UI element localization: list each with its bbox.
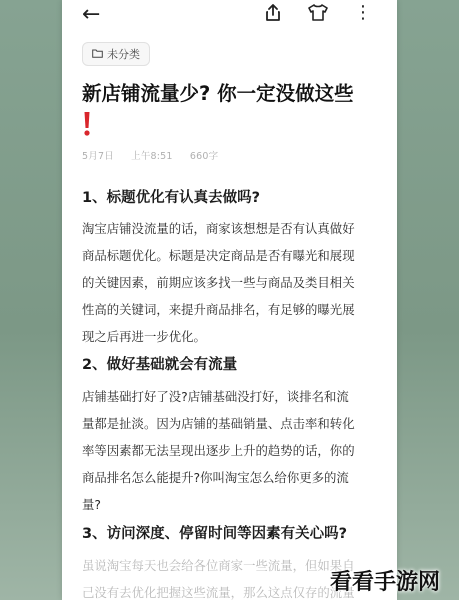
section-heading: 2、做好基础就会有流量 [82,357,238,373]
article-meta [82,148,232,162]
top-bar [62,0,397,34]
article-date: 5月7日 [82,151,114,162]
article-time: 上午8:51 [131,151,173,162]
text-line: 现之后再进一步优化。 [82,329,206,344]
text-line: 量都是扯淡。因为店铺的基础销量、点击率和转化 [82,416,355,431]
section-paragraph [82,215,382,350]
shirt-icon[interactable] [308,4,328,26]
section-paragraph [82,383,382,518]
section-heading: 1、标题优化有认真去做吗? [82,190,260,206]
text-line: 量? [82,497,101,512]
note-screen [62,0,397,600]
text-line: 性高的关键词，来提升商品排名，有足够的曝光展 [82,302,355,317]
category-tag[interactable] [82,42,150,66]
more-vertical-icon[interactable]: ⋮ [354,2,372,23]
text-line: 率等因素都无法呈现出逐步上升的趋势的话，你的 [82,443,355,458]
text-line: 淘宝店铺没流量的话，商家该想想是否有认真做好 [82,221,355,236]
category-tag-label: 未分类 [107,48,140,61]
text-line: 商品排名怎么能提升?你叫淘宝怎么给你更多的流 [82,470,349,485]
back-arrow-icon[interactable]: ← [82,2,101,27]
share-icon[interactable] [265,4,281,26]
article-title: 新店铺流量少? 你一定没做这些 [82,82,354,105]
site-watermark: 看看手游网 [330,570,441,595]
section-heading: 3、访问深度、停留时间等因素有关心吗? [82,526,347,542]
text-line: 己没有去优化把握这些流量，那么这点仅存的流量 [82,585,355,600]
text-line: 店铺基础打好了没?店铺基础没打好，谈排名和流 [82,389,349,404]
article-word-count: 660字 [189,151,219,162]
text-line: 虽说淘宝每天也会给各位商家一些流量，但如果自 [82,558,355,573]
text-line: 商品标题优化。标题是决定商品是否有曝光和展现 [82,248,355,263]
text-line: 的关键因素，前期应该多找一些与商品及类目相关 [82,275,355,290]
exclamation-icon [84,112,90,136]
folder-icon [92,48,103,61]
